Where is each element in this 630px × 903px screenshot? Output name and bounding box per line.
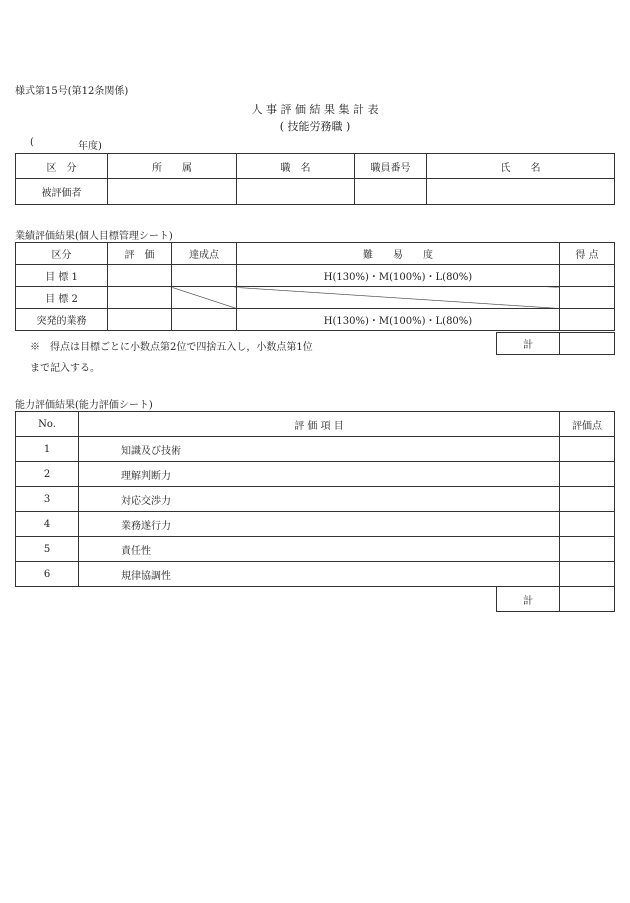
table-row xyxy=(16,437,615,462)
ability-table xyxy=(15,411,615,587)
form-number: 様式第15号(第12条関係) xyxy=(15,86,129,97)
perf-row-label: 目 標 2 xyxy=(16,287,108,309)
performance-total-field[interactable] xyxy=(560,333,615,355)
table-row xyxy=(16,462,615,487)
ability-header-no: No. xyxy=(16,412,79,437)
perf-header-achievement: 達成点 xyxy=(172,243,237,265)
performance-total-table xyxy=(496,332,615,355)
header-name: 氏 名 xyxy=(427,154,615,179)
employee-table xyxy=(15,153,615,205)
achievement-field[interactable] xyxy=(172,265,237,287)
table-row xyxy=(16,287,615,309)
difficulty-options[interactable]: H(130%)・M(100%)・L(80%) xyxy=(237,265,560,287)
difficulty-crossed-out xyxy=(237,287,560,309)
achievement-crossed-out xyxy=(172,287,237,309)
performance-table xyxy=(15,242,615,331)
performance-note-line1: ※ 得点は目標ごとに小数点第2位で四捨五入し，小数点第1位 xyxy=(30,342,313,353)
header-job-title: 職 名 xyxy=(237,154,355,179)
ability-row-item: 責任性 xyxy=(79,537,560,562)
ability-heading: 能力評価結果(能力評価シート) xyxy=(15,400,153,411)
ability-row-item: 理解判断力 xyxy=(79,462,560,487)
ability-points-field[interactable] xyxy=(560,437,615,462)
ability-row-no: 3 xyxy=(16,487,79,512)
ability-row-item: 規律協調性 xyxy=(79,562,560,587)
difficulty-options[interactable]: H(130%)・M(100%)・L(80%) xyxy=(237,309,560,331)
perf-header-difficulty: 難 易 度 xyxy=(237,243,560,265)
evaluation-field[interactable] xyxy=(108,309,172,331)
performance-total-label: 計 xyxy=(497,333,560,355)
year-label: 年度) xyxy=(78,141,102,152)
ability-points-field[interactable] xyxy=(560,462,615,487)
year-open-paren: ( xyxy=(30,137,34,148)
page-subtitle: ( 技能労務職 ) xyxy=(279,120,351,133)
achievement-field[interactable] xyxy=(172,309,237,331)
ability-row-item: 業務遂行力 xyxy=(79,512,560,537)
ability-points-field[interactable] xyxy=(560,562,615,587)
ability-total-label: 計 xyxy=(497,587,560,612)
perf-header-score: 得 点 xyxy=(560,243,615,265)
table-row xyxy=(16,487,615,512)
score-field[interactable] xyxy=(560,309,615,331)
header-affiliation: 所 属 xyxy=(108,154,237,179)
performance-heading: 業績評価結果(個人目標管理シート) xyxy=(15,231,173,242)
table-row xyxy=(16,512,615,537)
job-title-field[interactable] xyxy=(237,179,355,205)
ability-row-no: 1 xyxy=(16,437,79,462)
table-row xyxy=(16,537,615,562)
table-row xyxy=(16,265,615,287)
page-title: 人 事 評 価 結 果 集 計 表 xyxy=(251,103,379,116)
name-field[interactable] xyxy=(427,179,615,205)
ability-header-item: 評 価 項 目 xyxy=(79,412,560,437)
ability-row-no: 6 xyxy=(16,562,79,587)
evaluation-field[interactable] xyxy=(108,265,172,287)
perf-header-category: 区分 xyxy=(16,243,108,265)
ability-row-no: 2 xyxy=(16,462,79,487)
ability-points-field[interactable] xyxy=(560,537,615,562)
score-field[interactable] xyxy=(560,287,615,309)
ability-row-no: 5 xyxy=(16,537,79,562)
perf-row-label: 目 標 1 xyxy=(16,265,108,287)
score-field[interactable] xyxy=(560,265,615,287)
table-row xyxy=(16,562,615,587)
perf-row-label: 突発的業務 xyxy=(16,309,108,331)
ability-points-field[interactable] xyxy=(560,512,615,537)
header-employee-number: 職員番号 xyxy=(355,154,427,179)
row-label-evaluee: 被評価者 xyxy=(16,179,108,205)
ability-header-points: 評価点 xyxy=(560,412,615,437)
employee-number-field[interactable] xyxy=(355,179,427,205)
table-row xyxy=(16,309,615,331)
ability-row-item: 対応交渉力 xyxy=(79,487,560,512)
header-category: 区 分 xyxy=(16,154,108,179)
evaluation-field[interactable] xyxy=(108,287,172,309)
ability-row-item: 知識及び技術 xyxy=(79,437,560,462)
ability-row-no: 4 xyxy=(16,512,79,537)
ability-total-field[interactable] xyxy=(560,587,615,612)
ability-total-table xyxy=(496,586,615,612)
affiliation-field[interactable] xyxy=(108,179,237,205)
ability-points-field[interactable] xyxy=(560,487,615,512)
perf-header-evaluation: 評 価 xyxy=(108,243,172,265)
performance-note-line2: まで記入する。 xyxy=(30,363,100,374)
